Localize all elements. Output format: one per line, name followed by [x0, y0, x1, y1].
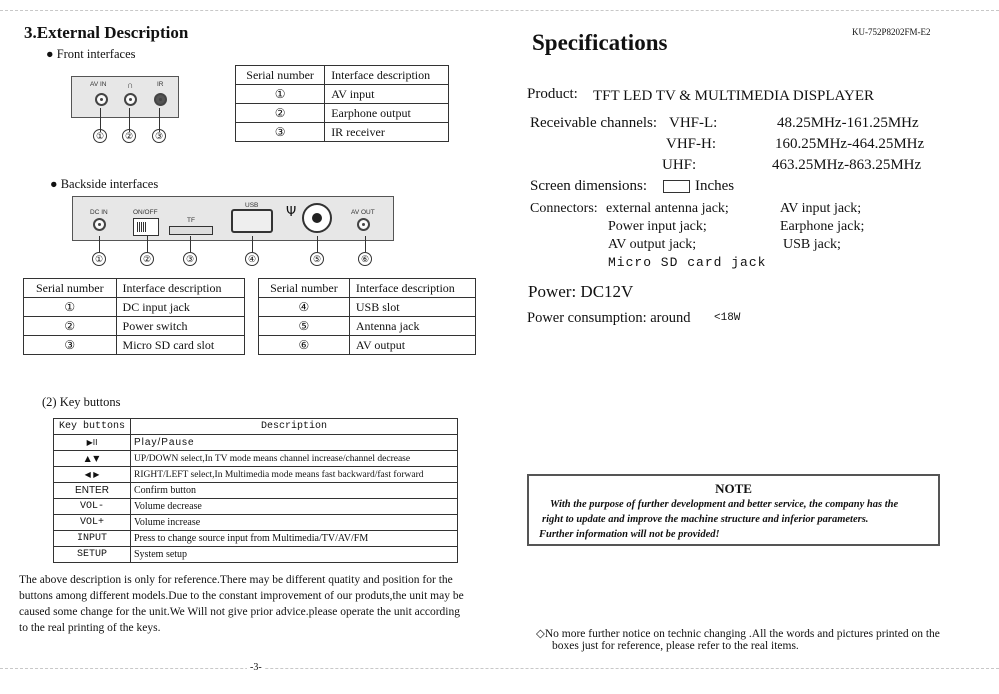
- back-label-av-out: AV OUT: [351, 209, 375, 216]
- table-cell: SETUP: [54, 547, 131, 563]
- back-label-tf: TF: [187, 217, 195, 224]
- screen-label: Screen dimensions:: [530, 178, 648, 194]
- uhf-value: 463.25MHz-863.25MHz: [772, 157, 922, 173]
- callout-number: ①: [93, 129, 107, 143]
- table-cell: ENTER: [54, 483, 131, 499]
- note-line: Further information will not be provided!: [539, 529, 720, 540]
- table-header-row: [236, 66, 449, 85]
- note-box: [527, 474, 940, 546]
- table-row: [54, 547, 458, 563]
- antenna-jack-icon: [302, 203, 332, 233]
- table-row: [259, 298, 476, 317]
- table-row: [54, 451, 458, 467]
- av-input-jack-icon: [95, 93, 108, 106]
- antenna-icon: Ψ: [286, 205, 297, 220]
- callout-line: [252, 236, 253, 252]
- screen-size-blank-box: [663, 180, 690, 193]
- table-cell: ①: [24, 298, 117, 317]
- disclaimer-line: The above description is only for reference.There may be different quatity and position for the: [19, 574, 453, 586]
- table-header: Key buttons: [54, 419, 131, 435]
- note-title: NOTE: [715, 481, 752, 496]
- callout-number: ②: [122, 129, 136, 143]
- section-heading: 3.External Description: [24, 23, 189, 42]
- disclaimer-line: buttons among different models.Due to the constant improvement of our produts,the unit may be: [19, 590, 464, 602]
- table-header: Interface description: [325, 66, 449, 85]
- power-spec: Power: DC12V: [528, 282, 634, 301]
- callout-line: [317, 236, 318, 252]
- callout-number: ③: [183, 252, 197, 266]
- ir-receiver-icon: [154, 93, 167, 106]
- connector-item: external antenna jack;: [606, 201, 729, 216]
- connector-item: Micro SD card jack: [608, 255, 767, 270]
- notice-line: boxes just for reference, please refer to the real items.: [552, 640, 799, 652]
- table-cell: DC input jack: [116, 298, 244, 317]
- table-header: Serial number: [24, 279, 117, 298]
- key-buttons-label: (2) Key buttons: [42, 395, 121, 409]
- callout-number: ④: [245, 252, 259, 266]
- table-cell: AV input: [325, 85, 449, 104]
- disclaimer-line: to the real printing of the keys.: [19, 622, 161, 634]
- table-header: Interface description: [116, 279, 244, 298]
- table-cell: VOL-: [54, 499, 131, 515]
- key-buttons-table: [53, 418, 458, 563]
- callout-number: ⑤: [310, 252, 324, 266]
- table-cell: Earphone output: [325, 104, 449, 123]
- table-cell: ⑤: [259, 317, 350, 336]
- power-switch-icon: [133, 218, 159, 236]
- backside-table-1: [23, 278, 245, 355]
- front-label-av-in: AV IN: [90, 81, 107, 88]
- disclaimer-line: caused some change for the unit.We Will not give prior advice.please operate the unit according: [19, 606, 460, 618]
- table-header-row: [54, 419, 458, 435]
- table-row: [236, 85, 449, 104]
- callout-number: ⑥: [358, 252, 372, 266]
- table-cell: VOL+: [54, 515, 131, 531]
- table-row: [236, 123, 449, 142]
- table-header: Serial number: [236, 66, 325, 85]
- table-row: [24, 317, 245, 336]
- table-cell: System setup: [131, 547, 458, 563]
- table-cell: INPUT: [54, 531, 131, 547]
- note-line: With the purpose of further development and better service, the company has the: [550, 499, 899, 510]
- vhfl-label: VHF-L:: [669, 115, 718, 131]
- table-cell: ②: [236, 104, 325, 123]
- consumption-label: Power consumption: around: [527, 310, 691, 326]
- table-cell: ④: [259, 298, 350, 317]
- note-line: right to update and improve the machine structure and inferior parameters.: [542, 514, 869, 525]
- bottom-dashed-rule: [0, 668, 999, 669]
- callout-number: ①: [92, 252, 106, 266]
- table-row: [259, 317, 476, 336]
- table-cell: ①: [236, 85, 325, 104]
- callout-number: ③: [152, 129, 166, 143]
- antenna-jack-center: [312, 213, 322, 223]
- table-cell: RIGHT/LEFT select,In Multimedia mode means fast backward/fast forward: [131, 467, 458, 483]
- table-row: [54, 435, 458, 451]
- table-header-row: [259, 279, 476, 298]
- front-interfaces-label: ● Front interfaces: [46, 47, 136, 61]
- sd-card-slot-icon: [169, 226, 213, 235]
- back-label-usb: USB: [245, 202, 259, 209]
- page-title: Specifications: [532, 30, 668, 55]
- front-interface-table: [235, 65, 449, 142]
- table-cell: AV output: [349, 336, 475, 355]
- product-value: TFT LED TV & MULTIMEDIA DISPLAYER: [593, 88, 875, 104]
- table-row: [24, 298, 245, 317]
- back-label-on-off: ON/OFF: [133, 209, 158, 216]
- uhf-label: UHF:: [662, 157, 697, 173]
- table-row: [54, 467, 458, 483]
- table-row: [54, 483, 458, 499]
- disclaimer-paragraph: [19, 572, 494, 636]
- backside-interfaces-label: ● Backside interfaces: [50, 177, 159, 191]
- channels-label: Receivable channels:: [530, 115, 658, 131]
- product-label: Product:: [527, 86, 578, 102]
- connector-item: AV input jack;: [780, 201, 862, 216]
- page-number: -3-: [247, 662, 265, 673]
- table-row: [54, 499, 458, 515]
- callout-line: [99, 236, 100, 252]
- table-cell: Confirm button: [131, 483, 458, 499]
- connectors-label: Connectors:: [530, 201, 598, 216]
- table-cell: ③: [236, 123, 325, 142]
- callout-line: [147, 236, 148, 252]
- up-down-arrows-icon: ▲ ▼: [54, 451, 131, 467]
- table-cell: Play/Pause: [131, 435, 458, 451]
- table-cell: ②: [24, 317, 117, 336]
- vhfh-label: VHF-H:: [666, 136, 717, 152]
- consumption-value: <18W: [714, 312, 741, 324]
- table-header: Serial number: [259, 279, 350, 298]
- back-label-dc-in: DC IN: [90, 209, 108, 216]
- back-panel-drawing: [72, 196, 394, 241]
- table-row: [54, 531, 458, 547]
- table-header-row: [24, 279, 245, 298]
- av-output-jack-icon: [357, 218, 370, 231]
- callout-line: [365, 236, 366, 252]
- table-row: [236, 104, 449, 123]
- table-cell: Micro SD card slot: [116, 336, 244, 355]
- switch-knob: [137, 222, 146, 232]
- usb-slot-icon: [231, 209, 273, 233]
- table-cell: ③: [24, 336, 117, 355]
- notice-line: ◇No more further notice on technic changing .All the words and pictures printed on the: [536, 628, 940, 640]
- table-cell: Volume decrease: [131, 499, 458, 515]
- table-cell: Antenna jack: [349, 317, 475, 336]
- table-cell: ⑥: [259, 336, 350, 355]
- table-cell: UP/DOWN select,In TV mode means channel increase/channel decrease: [131, 451, 458, 467]
- backside-table-2: [258, 278, 476, 355]
- connector-item: Power input jack;: [608, 219, 707, 234]
- table-cell: Press to change source input from Multimedia/TV/AV/FM: [131, 531, 458, 547]
- table-header: Description: [131, 419, 458, 435]
- left-right-arrows-icon: ◀ ▶: [54, 467, 131, 483]
- callout-number: ②: [140, 252, 154, 266]
- model-number: KU-752P8202FM-E2: [852, 27, 931, 37]
- front-panel-drawing: [71, 76, 179, 118]
- table-cell: USB slot: [349, 298, 475, 317]
- table-cell: Power switch: [116, 317, 244, 336]
- top-dashed-rule: [0, 10, 999, 11]
- front-label-ir: IR: [157, 81, 164, 88]
- table-header: Interface description: [349, 279, 475, 298]
- table-row: [54, 515, 458, 531]
- table-cell: IR receiver: [325, 123, 449, 142]
- callout-line: [190, 236, 191, 252]
- play-pause-icon: ▶II: [54, 435, 131, 451]
- connector-item: AV output jack;: [608, 237, 697, 252]
- connector-item: USB jack;: [783, 237, 841, 252]
- table-row: [259, 336, 476, 355]
- headphone-icon: ∩: [127, 80, 134, 90]
- table-row: [24, 336, 245, 355]
- vhfh-value: 160.25MHz-464.25MHz: [775, 136, 925, 152]
- vhfl-value: 48.25MHz-161.25MHz: [777, 115, 919, 131]
- table-cell: Volume increase: [131, 515, 458, 531]
- earphone-jack-icon: [124, 93, 137, 106]
- connector-item: Earphone jack;: [780, 219, 865, 234]
- dc-input-jack-icon: [93, 218, 106, 231]
- screen-unit: Inches: [695, 178, 735, 194]
